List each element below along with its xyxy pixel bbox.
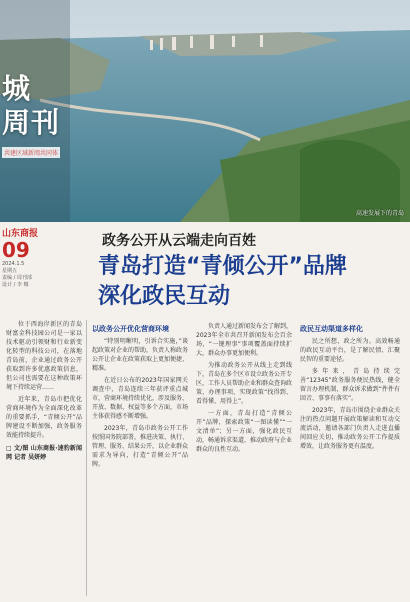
column-subhead: 以政务公开优化营商环境: [92, 325, 169, 333]
article-paragraph: 2023年，青岛市围绕企业群众关注的热点问题开展政策解读和互动交流活动，邀请各部门负责人走进直播间回应关切，推动政务公开工作提质增效，让政务服务更有温度。: [300, 407, 400, 450]
page-number: 09: [2, 238, 30, 262]
headline-kicker: 政务公开从云端走向百姓: [102, 233, 256, 249]
article-paragraph: 在近日公布的2023年国家网关调查中，青岛连续三年获评重点城市，营商环境持续优化，涉及服务、开放、数据、权益等多个方面，市场主体获得感不断增强。: [92, 377, 189, 420]
article-column: [196, 322, 292, 457]
article-paragraph: 多年来，青岛持续完善“12345”政务服务便民热线，健全留言办理机制，群众诉求做到“件件有回音、事事有落实”。: [300, 368, 400, 402]
article-paragraph: 民之所想，政之所为。高效畅通的政民互动平台，是了解民情、汇聚民智的重要途径。: [300, 338, 400, 363]
photo-caption: 高速发展下的青岛: [355, 210, 404, 217]
headline-main-2: 深化政民互动: [98, 284, 231, 309]
article-paragraph: 2023年，青岛市政务公开工作按照国务院部署，推进决策、执行、管理、服务、结果公开，以企业群众需求为导向，打造“青倾公开”品牌。: [92, 425, 189, 468]
headline-main-1: 青岛打造“青倾公开”品牌: [98, 254, 347, 279]
article-paragraph: “特别明晰明，引诉合实施，”谈起政策对企业的帮助，负责人称政务公开让企业在政策获取上更加便捷、精准。: [92, 338, 189, 372]
masthead: [2, 226, 56, 289]
lead-paragraph: 近年来，青岛市把优化营商环境作为全面深化改革的重要抓手，“青倾公开”品牌建设不断加强，政务服务效能持续提升。: [6, 396, 82, 439]
article-paragraph: 负责人通过新闻发布会了解到，2023年全市共召开新闻发布会百余场，“一键理事”事项覆盖面持续扩大，群众办事更加便利。: [196, 323, 293, 357]
masthead-editor: 责编 / 周刊部: [2, 275, 32, 281]
section-title-line1: 城: [2, 72, 32, 105]
article-paragraph: 为推动政务公开从线上走到线下，青岛在多个区市设立政务公开专区，工作人员帮助企业和群众查询政策、办理事项，实现政策“找得到、看得懂、用得上”。: [196, 362, 293, 405]
column-divider: [86, 320, 87, 596]
section-title: [2, 72, 64, 159]
article-column: [300, 322, 400, 454]
masthead-designer: 设计 / 李 娜: [2, 282, 29, 288]
masthead-brand: 山东商报: [2, 229, 39, 239]
article-column: [92, 322, 188, 472]
lead-column: [6, 320, 82, 462]
section-slogan: 共建区域新阅共同体: [2, 147, 60, 158]
masthead-date: 2024.1.5: [2, 261, 25, 267]
headline: [98, 230, 398, 310]
byline: □ 文/图 山东商报·速豹新闻网 记者 吴妍婷: [6, 445, 82, 461]
lead-paragraph: 位于西海岸新区的青岛财富金科技园公司是一家以技术驱动引领财和行业新变化转型的科技公司，在落地青岛前，企业通过政务公开获取到许多优惠政策信息，但公司也需要在这种政策环境下持续运营……: [6, 321, 82, 391]
section-title-line2: 周刊: [2, 106, 61, 139]
masthead-weekday: 星期五: [2, 268, 18, 274]
article-paragraph: 一方面，青岛打造“青倾公开”品牌，探索政策“一图读懂”“一文清单”；另一方面，强化政民互动，畅通诉求渠道，推动政府与企业群众的良性互动。: [196, 410, 293, 453]
column-subhead: 政民互动渠道多样化: [300, 325, 363, 333]
